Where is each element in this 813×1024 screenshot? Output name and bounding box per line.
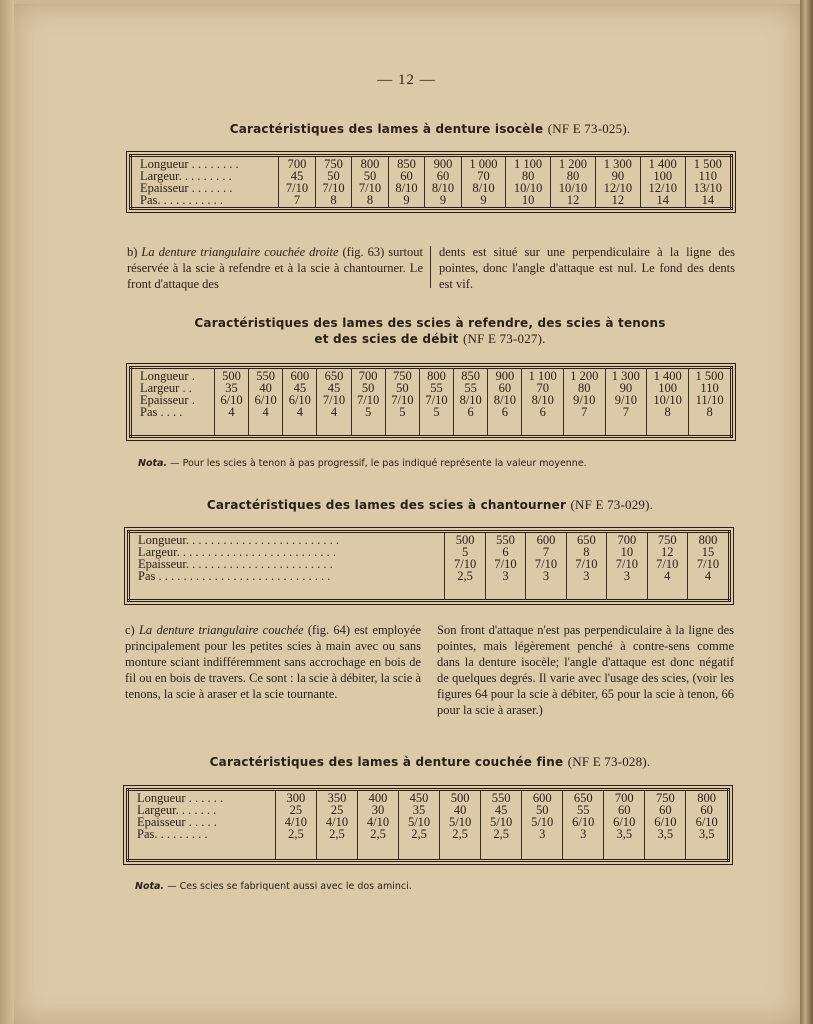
value-column [399, 790, 440, 861]
table-cell: 7/10 [453, 557, 477, 571]
table-cell: 15 [701, 545, 715, 559]
table-cell: 90 [611, 169, 625, 183]
value-column [317, 368, 351, 437]
table-cell: 60 [498, 381, 512, 395]
table-cell: 7 [542, 545, 550, 559]
table-cell: 600 [532, 791, 552, 805]
table-cell: 7 [581, 405, 588, 419]
table-cell: 25 [289, 803, 303, 817]
table-cell: 8 [664, 405, 671, 419]
table-cell: 700 [287, 157, 307, 171]
value-column [249, 368, 283, 437]
table4-nota-text: — Ces scies se fabriquent aussi avec le dos aminci. [167, 881, 412, 892]
value-column [563, 790, 604, 861]
page-number: — 12 — [377, 72, 436, 88]
value-column [388, 156, 425, 209]
table-cell: 45 [327, 381, 341, 395]
table-cell: 55 [430, 381, 443, 395]
table-cell: 800 [427, 369, 446, 383]
table-cell: 350 [327, 791, 347, 805]
table-cell: 7/10 [696, 557, 720, 571]
table2-nota-text: — Pour les scies à tenon à pas progressif, le pas indiqué représente la valeur moyenne. [170, 458, 587, 469]
table-cell: 70 [536, 381, 549, 395]
table1-isocele [129, 154, 733, 210]
table-cell: 7/10 [425, 393, 448, 407]
table-cell: 900 [433, 157, 453, 171]
row-label: Longueur . . . . . . [137, 791, 224, 805]
table4-title [0, 754, 813, 770]
table-cell: 4 [330, 405, 338, 419]
table1-ref: (NF E 73-025). [547, 121, 631, 136]
table-cell: 2,5 [452, 827, 468, 841]
table-cell: 50 [363, 169, 377, 183]
table2-title [0, 316, 813, 330]
table-cell: 5 [365, 405, 372, 419]
table-cell: 100 [658, 381, 677, 395]
row-label: Longueur. . . . . . . . . . . . . . . . . . . . . . . . . [138, 533, 340, 547]
table-cell: 45 [494, 803, 508, 817]
table-cell: 750 [392, 369, 412, 383]
table2-ref: (NF E 73-027). [463, 331, 546, 346]
row-labels [128, 790, 276, 861]
row-label: Pas . . . . . . . . . . . . . . . . . . . . . . . . . . . . [138, 569, 331, 583]
table-cell: 8/10 [531, 393, 554, 407]
table-cell: 11/10 [695, 393, 724, 407]
table-cell: 6 [467, 405, 474, 419]
table-cell: 4/10 [366, 815, 390, 829]
value-column [607, 532, 647, 601]
table-cell: 50 [396, 381, 409, 395]
value-column [316, 790, 357, 861]
table-cell: 100 [653, 169, 673, 183]
row-label: Largeur . . [140, 381, 192, 395]
para-c-italic: La denture triangulaire couchée [138, 623, 304, 637]
table-cell: 2,5 [411, 827, 427, 841]
table-cell: 4 [262, 405, 269, 419]
table-cell: 4 [228, 405, 235, 419]
table-cell: 3 [583, 569, 590, 583]
table-cell: 12 [661, 545, 674, 559]
value-column [551, 156, 596, 209]
table-cell: 4 [704, 569, 712, 583]
table-cell: 5 [461, 545, 469, 559]
table-cell: 1 100 [514, 157, 543, 171]
value-column [461, 156, 505, 209]
value-column [485, 532, 525, 601]
table-cell: 2,5 [457, 569, 473, 583]
table-cell: 110 [698, 169, 717, 183]
value-column [275, 790, 316, 861]
table2-refendre [129, 366, 733, 438]
value-column [605, 368, 647, 437]
table2-nota [138, 458, 587, 469]
table-cell: 40 [453, 803, 467, 817]
table-cell: 14 [701, 193, 715, 207]
table-cell: 55 [576, 803, 590, 817]
row-label: Pas. . . . . . . . . [137, 827, 208, 841]
table-cell: 700 [617, 533, 637, 547]
table-cell: 7/10 [391, 393, 414, 407]
table-cell: 1 000 [469, 157, 498, 171]
table4-nota-label: Nota. [135, 881, 165, 892]
table-cell: 2,5 [288, 827, 304, 841]
table-cell: 80 [521, 169, 535, 183]
value-column [506, 156, 551, 209]
table-cell: 70 [477, 169, 490, 183]
table-cell: 750 [655, 791, 675, 805]
table-cell: 2,5 [370, 827, 386, 841]
table-cell: 7/10 [575, 557, 598, 571]
table-cell: 3 [580, 827, 587, 841]
table-cell: 80 [566, 169, 580, 183]
table-cell: 14 [656, 193, 669, 207]
table-cell: 1 200 [558, 157, 588, 171]
table3-ref: (NF E 73-029). [570, 497, 654, 512]
table-cell: 3 [539, 827, 546, 841]
table-cell: 800 [360, 157, 380, 171]
table-cell: 6 [501, 405, 508, 419]
para-c-rest: (fig. 64) est employée principalement pour les petites scies à main avec ou sans monture sciant indifféremment sans accrochage en bois de fil ou en bois de travers. Ce sont : la scie à débiter, la scie à tenons, la scie à araser et la scie tournante. [125, 623, 422, 701]
table-cell: 900 [495, 369, 515, 383]
table-cell: 8 [706, 405, 713, 419]
table-cell: 5/10 [448, 815, 472, 829]
value-column [385, 368, 419, 437]
table-cell: 800 [698, 533, 718, 547]
row-label: Epaisseur . [140, 393, 195, 407]
value-column [645, 790, 686, 861]
value-column [526, 532, 566, 601]
table-cell: 80 [578, 381, 591, 395]
table-cell: 6/10 [613, 815, 636, 829]
table-cell: 6/10 [695, 815, 718, 829]
value-column [315, 156, 352, 209]
table-cell: 110 [700, 381, 719, 395]
value-column [352, 156, 389, 209]
value-column [522, 368, 564, 437]
para-b-lead: b) [127, 245, 142, 259]
table3-chantourner [127, 530, 731, 602]
table1-title [0, 121, 813, 137]
table-cell: 500 [455, 533, 475, 547]
table-cell: 1 300 [603, 157, 632, 171]
table-cell: 35 [225, 381, 238, 395]
table-cell: 3,5 [698, 827, 715, 841]
row-label: Epaisseur . . . . . [137, 815, 217, 829]
value-column [445, 532, 485, 601]
value-column [686, 790, 729, 861]
table-cell: 650 [577, 533, 596, 547]
para-b-rest: (fig. 63) surtout réservée à la scie à refendre et à la scie à chantourner. Le front d'attaque des [127, 245, 424, 291]
value-column [604, 790, 645, 861]
row-label: Largeur. . . . . . . . . . . . . . . . . . . . . . . . . . [138, 545, 337, 559]
row-label: Epaisseur. . . . . . . . . . . . . . . . . . . . . . . . [138, 557, 333, 571]
table-row [131, 368, 732, 437]
table-cell: 7/10 [285, 181, 309, 195]
table-cell: 850 [461, 369, 481, 383]
table-cell: 55 [464, 381, 477, 395]
table-cell: 300 [286, 791, 306, 805]
value-column [522, 790, 563, 861]
table-cell: 600 [290, 369, 310, 383]
table-cell: 6/10 [572, 815, 595, 829]
table-cell: 7/10 [322, 181, 345, 195]
row-label: Largeur. . . . . . . . . [140, 169, 232, 183]
table-cell: 650 [324, 369, 344, 383]
table-cell: 550 [256, 369, 276, 383]
table-cell: 5/10 [531, 815, 554, 829]
table-cell: 2,5 [493, 827, 509, 841]
table-cell: 10 [620, 545, 634, 559]
table-row [128, 790, 729, 861]
table-cell: 4 [296, 405, 303, 419]
table-cell: 6/10 [254, 393, 277, 407]
row-label: Longueur . . . . . . . . [140, 157, 239, 171]
value-column [440, 790, 481, 861]
table-cell: 600 [536, 533, 556, 547]
row-labels [131, 368, 215, 437]
para-b-italic: La denture triangulaire couchée droite [141, 245, 339, 259]
table-cell: 550 [491, 791, 511, 805]
table-cell: 35 [412, 803, 426, 817]
table-cell: 7/10 [357, 393, 380, 407]
table-cell: 700 [358, 369, 378, 383]
table3-title [0, 497, 813, 513]
table-cell: 7/10 [534, 557, 558, 571]
table-cell: 10/10 [558, 181, 588, 195]
value-column [595, 156, 640, 209]
table-cell: 3 [542, 569, 550, 583]
value-column [488, 368, 522, 437]
value-column [564, 368, 606, 437]
table-cell: 5/10 [490, 815, 513, 829]
table4-ref: (NF E 73-028). [567, 754, 651, 769]
table-cell: 12/10 [648, 181, 677, 195]
table-cell: 5/10 [407, 815, 431, 829]
table-cell: 5 [399, 405, 406, 419]
table-cell: 6 [539, 405, 546, 419]
table-cell: 6/10 [288, 393, 311, 407]
table-cell: 850 [397, 157, 416, 171]
table-cell: 8 [330, 193, 337, 207]
table-cell: 1 300 [611, 369, 640, 383]
table-cell: 8/10 [493, 393, 516, 407]
value-column [685, 156, 731, 209]
table-cell: 7 [293, 193, 301, 207]
table-cell: 1 100 [528, 369, 557, 383]
row-labels [129, 532, 445, 601]
table-cell: 6/10 [220, 393, 243, 407]
table-cell: 750 [657, 533, 677, 547]
para-c-left [125, 622, 421, 702]
table-cell: 500 [450, 791, 470, 805]
table-cell: 1 400 [653, 369, 682, 383]
table-cell: 60 [400, 169, 413, 183]
value-column [279, 156, 316, 209]
table-cell: 3,5 [657, 827, 674, 841]
value-column [283, 368, 317, 437]
table-cell: 60 [659, 803, 672, 817]
table-cell: 500 [222, 369, 241, 383]
value-column [454, 368, 488, 437]
table1-title-text: Caractéristiques des lames à denture isocèle [229, 122, 544, 136]
value-column [689, 368, 732, 437]
value-column [419, 368, 453, 437]
table-cell: 50 [327, 169, 340, 183]
value-column [647, 532, 687, 601]
table-cell: 9 [439, 193, 447, 207]
table-cell: 8/10 [472, 181, 495, 195]
para-b-right: dents est situé sur une perpendiculaire à la ligne des pointes, donc l'angle d'attaque est nul. Le fond des dents est vif. [439, 245, 735, 291]
table4-title-text: Caractéristiques des lames à denture couchée fine [209, 755, 564, 769]
row-label: Pas. . . . . . . . . . . [140, 193, 223, 207]
table-cell: 7/10 [615, 557, 638, 571]
table-cell: 9 [403, 193, 410, 207]
table-cell: 800 [697, 791, 717, 805]
value-column [647, 368, 689, 437]
table-cell: 60 [436, 169, 450, 183]
table-cell: 750 [324, 157, 343, 171]
table-cell: 60 [618, 803, 631, 817]
table-cell: 4 [664, 569, 671, 583]
table-cell: 45 [293, 381, 307, 395]
table-cell: 550 [496, 533, 515, 547]
table-cell: 1 500 [693, 157, 722, 171]
table-cell: 12 [566, 193, 580, 207]
value-column [425, 156, 462, 209]
table-cell: 4/10 [325, 815, 349, 829]
table-cell: 45 [290, 169, 304, 183]
table-cell: 2,5 [329, 827, 345, 841]
table-cell: 4/10 [284, 815, 308, 829]
table-cell: 9/10 [614, 393, 637, 407]
value-column [688, 532, 730, 601]
table3-title-text: Caractéristiques des lames des scies à chantourner [206, 498, 567, 512]
table-cell: 60 [700, 803, 713, 817]
table-cell: 10/10 [653, 393, 682, 407]
table-row [131, 156, 732, 209]
para-b-left [127, 244, 423, 292]
table-cell: 7/10 [358, 181, 382, 195]
table-cell: 50 [361, 381, 375, 395]
table-cell: 8/10 [431, 181, 455, 195]
table-cell: 6/10 [654, 815, 677, 829]
table-cell: 10 [521, 193, 535, 207]
value-column [351, 368, 385, 437]
table4-couchee-fine [126, 788, 730, 862]
table-cell: 7/10 [322, 393, 346, 407]
table2-title-text: Caractéristiques des lames des scies à refendre, des scies à tenons [194, 316, 666, 330]
table-cell: 3 [502, 569, 509, 583]
table2-title-line2 [0, 331, 813, 347]
table-cell: 13/10 [693, 181, 723, 195]
value-column [481, 790, 522, 861]
para-c-lead: c) [125, 623, 139, 637]
table-cell: 700 [614, 791, 634, 805]
table-cell: 1 400 [648, 157, 677, 171]
row-labels [131, 156, 279, 209]
table-cell: 3 [623, 569, 630, 583]
table-cell: 5 [433, 405, 440, 419]
table-cell: 450 [409, 791, 429, 805]
table-cell: 1 500 [695, 369, 724, 383]
para-c-right: Son front d'attaque n'est pas perpendiculaire à la ligne des pointes, mais légèrement penché à contre-sens comme dans la denture isocèle; l'angle d'attaque est donc négatif de quelques degrés. Il varie avec l'usage des scies, (voir les figures 64 pour la scie à débiter, 65 pour la scie à tenon, 66 pour la scie à araser.) [437, 623, 734, 717]
row-label: Longueur . [140, 369, 195, 383]
table-cell: 8/10 [395, 181, 418, 195]
table-cell: 7/10 [656, 557, 679, 571]
table-cell: 9 [480, 193, 487, 207]
column-rule [430, 246, 431, 288]
row-label: Pas . . . . [140, 405, 183, 419]
table-cell: 50 [535, 803, 549, 817]
table-cell: 30 [371, 803, 385, 817]
value-column [214, 368, 248, 437]
table-cell: 10/10 [513, 181, 543, 195]
table-cell: 9/10 [573, 393, 596, 407]
table4-nota [135, 881, 412, 892]
table-cell: 6 [502, 545, 509, 559]
table-cell: 90 [619, 381, 633, 395]
value-column [566, 532, 606, 601]
value-column [640, 156, 685, 209]
table-cell: 12 [611, 193, 625, 207]
table-cell: 7/10 [494, 557, 517, 571]
table-row [129, 532, 730, 601]
table-cell: 8 [583, 545, 590, 559]
value-column [357, 790, 398, 861]
table-cell: 40 [259, 381, 272, 395]
table-cell: 12/10 [603, 181, 633, 195]
table-cell: 7 [622, 405, 629, 419]
table-cell: 400 [368, 791, 388, 805]
table-cell: 8 [366, 193, 374, 207]
table-cell: 1 200 [570, 369, 599, 383]
table-cell: 25 [330, 803, 344, 817]
table-cell: 650 [573, 791, 593, 805]
table-cell: 3,5 [616, 827, 633, 841]
table2-nota-label: Nota. [138, 458, 168, 469]
row-label: Largeur. . . . . . . [137, 803, 217, 817]
row-label: Epaisseur . . . . . . . [140, 181, 233, 195]
table-cell: 8/10 [459, 393, 482, 407]
table2-title2-text: et des scies de débit [314, 332, 459, 346]
